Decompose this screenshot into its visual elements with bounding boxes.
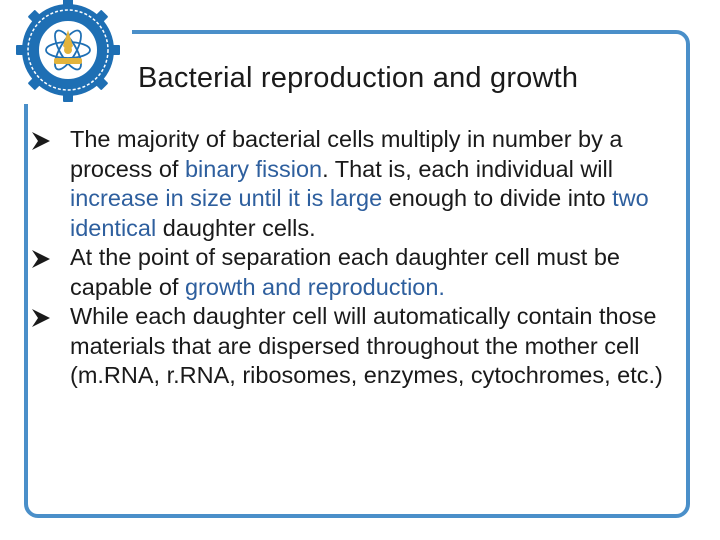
bullet-list [30, 125, 694, 391]
text-segment: At the point of separation each daughter cell must be capable of [70, 244, 620, 300]
text-segment: enough to divide into [382, 185, 613, 211]
highlight-segment: two identical [70, 185, 649, 241]
slide-title: Bacterial reproduction and growth [138, 62, 579, 94]
university-logo [4, 0, 132, 104]
text-segment: daughter cells. [156, 214, 316, 241]
text-segment: While each daughter cell will automatically contain those materials that are dispersed throughout the mother cell (m.RNA, r.RNA, ribosomes, enzymes, cytochromes, etc.) [70, 303, 663, 388]
bullet-item [30, 243, 694, 302]
arrow-bullet-icon [30, 249, 52, 269]
arrow-bullet-icon [30, 308, 52, 328]
arrow-bullet-icon [30, 131, 52, 151]
bullet-item [30, 125, 694, 243]
text-segment: The majority of bacterial cells multiply in number by a process of [70, 126, 623, 182]
highlight-segment: increase in size until it is large [70, 185, 383, 211]
university-emblem-icon [4, 0, 132, 104]
bullet-item [30, 302, 694, 391]
highlight-segment: growth and reproduction. [184, 273, 445, 300]
highlight-segment: binary fission [184, 155, 323, 182]
text-segment: . That is, each individual will [322, 155, 613, 182]
